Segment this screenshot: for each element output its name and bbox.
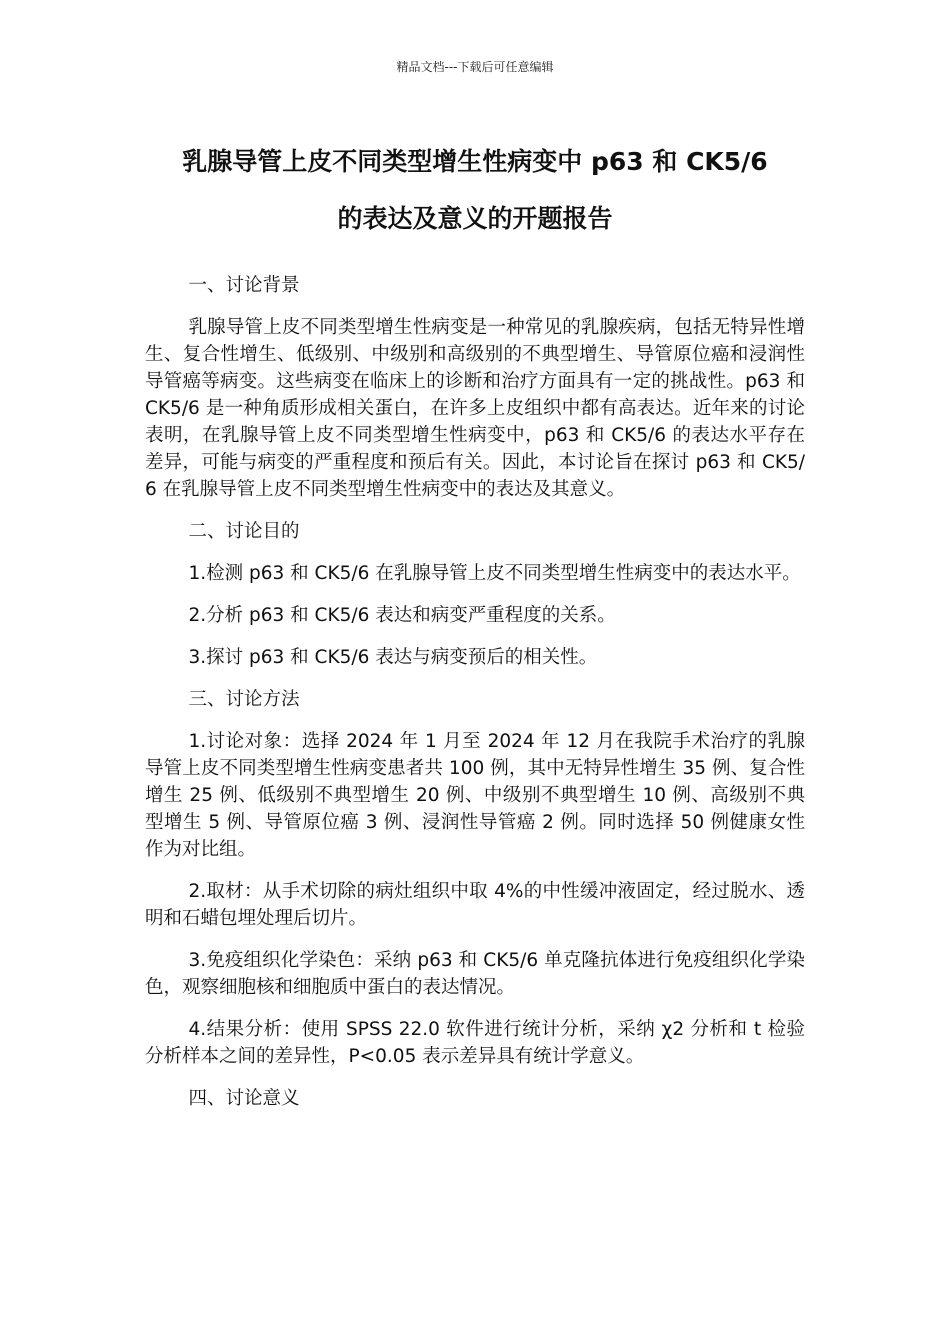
background-paragraph: 乳腺导管上皮不同类型增生性病变是一种常见的乳腺疾病，包括无特异性增生、复合性增生、低级别、中级别和高级别的不典型增生、导管原位癌和浸润性导管癌等病变。这些病变在临床上的诊断和治疗方面具有一定的挑战性。p63 和 CK5/6 是一种角质形成相关蛋白，在许多上皮组织中都有高表达。近年来的讨论表明，在乳腺导管上皮不同类型增生性病变中，p63 和 CK5/6 的表达水平存在差异，可能与病变的严重程度和预后有关。因此，本讨论旨在探讨 p63 和 CK5/6 在乳腺导管上皮不同类型增生性病变中的表达及其意义。 [145,317,805,500]
method-item-2: 2.取材：从手术切除的病灶组织中取 4%的中性缓冲液固定，经过脱水、透明和石蜡包埋处理后切片。 [145,881,805,929]
document-body [145,272,805,1127]
section-heading-objectives: 二、讨论目的 [188,521,300,542]
method-item-1: 1.讨论对象：选择 2024 年 1 月至 2024 年 12 月在我院手术治疗的乳腺导管上皮不同类型增生性病变患者共 100 例，其中无特异性增生 35 例、复合性增生 25 例、低级别不典型增生 20 例、中级别不典型增生 10 例、高级别不典型增生 5 例、导管原位癌 3 例、浸润性导管癌 2 例。同时选择 50 例健康女性作为对比组。 [145,731,805,860]
header-note: 精品文档---下载后可任意编辑 [396,60,554,74]
section-heading-background: 一、讨论背景 [188,275,300,296]
method-item-3: 3.免疫组织化学染色：采纳 p63 和 CK5/6 单克隆抗体进行免疫组织化学染色，观察细胞核和细胞质中蛋白的表达情况。 [145,950,805,998]
title-line-2: 的表达及意义的开题报告 [337,204,613,233]
objective-item-3: 3.探讨 p63 和 CK5/6 表达与病变预后的相关性。 [188,647,598,668]
method-item-4: 4.结果分析：使用 SPSS 22.0 软件进行统计分析，采纳 χ2 分析和 t 检验分析样本之间的差异性，P<0.05 表示差异具有统计学意义。 [145,1019,805,1067]
section-heading-methods: 三、讨论方法 [188,689,300,710]
objective-item-1: 1.检测 p63 和 CK5/6 在乳腺导管上皮不同类型增生性病变中的表达水平。 [188,563,801,584]
document-title [145,133,805,247]
title-line-1: 乳腺导管上皮不同类型增生性病变中 p63 和 CK5/6 [182,147,768,176]
section-heading-significance: 四、讨论意义 [188,1088,300,1109]
objective-item-2: 2.分析 p63 和 CK5/6 表达和病变严重程度的关系。 [188,605,616,626]
